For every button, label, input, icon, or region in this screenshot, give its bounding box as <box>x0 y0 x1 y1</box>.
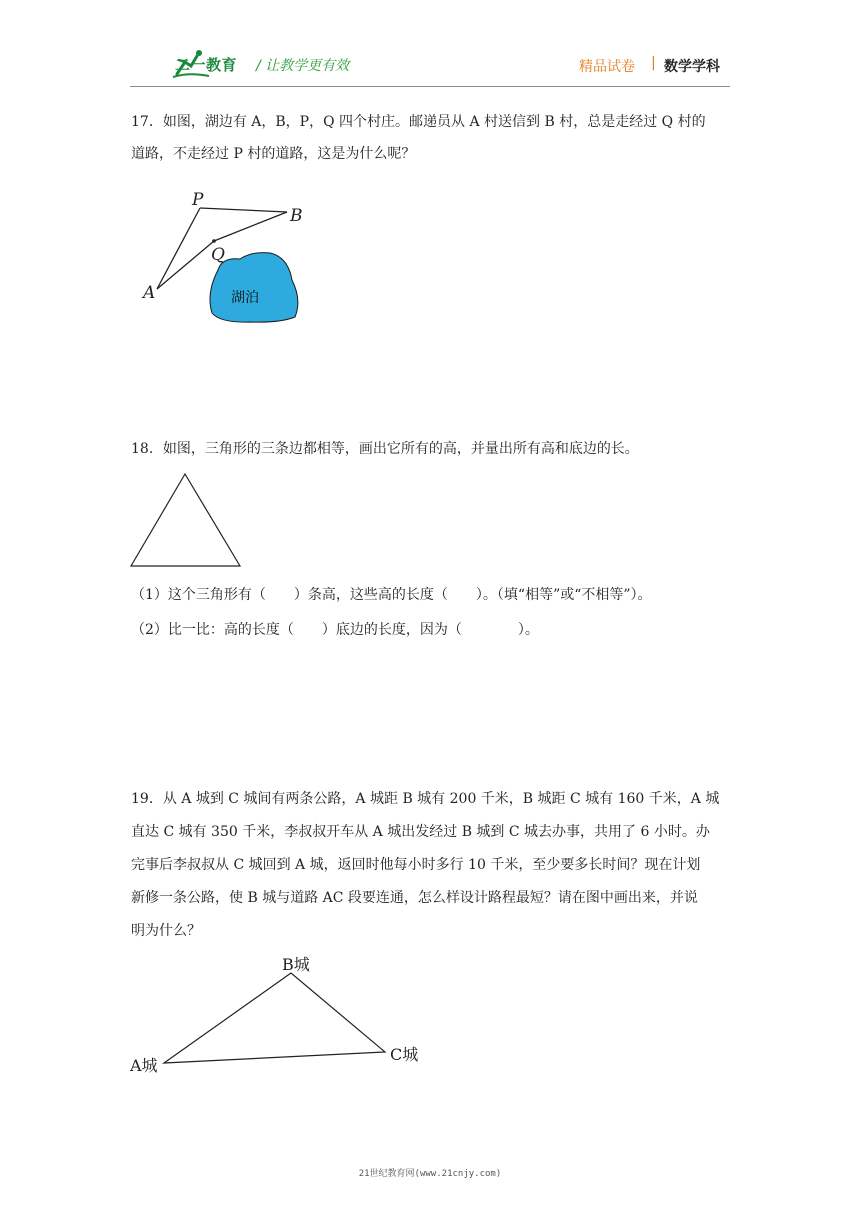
label-a-city: A城 <box>130 1056 158 1075</box>
q19-figure <box>128 950 428 1080</box>
path-a-to-p <box>157 208 200 289</box>
brand-name: 二一教育 <box>175 56 238 74</box>
q18-sub2: （2）比一比：高的长度（ ）底边的长度，因为（ ）。 <box>131 622 539 638</box>
path-p-to-b <box>200 208 287 212</box>
label-a: A <box>143 283 156 303</box>
q19-text-line3: 完事后李叔叔从 C 城回到 A 城，返回时他每小时多行 10 千米，至少要多长时间？现在计划 <box>131 857 701 873</box>
page-header <box>0 0 860 90</box>
path-q-to-b <box>214 212 287 241</box>
paper-tag: 精品试卷 <box>579 59 635 75</box>
subject-label: 数学学科 <box>664 59 720 75</box>
q17-text-line1: 17．如图，湖边有 A，B，P，Q 四个村庄。邮递员从 A 村送信到 B 村，总是走经过 Q 村的 <box>131 114 706 130</box>
path-a-to-q <box>157 241 214 289</box>
q19-text-line5: 明为什么？ <box>131 923 201 939</box>
q18-text: 18．如图，三角形的三条边都相等，画出它所有的高，并量出所有高和底边的长。 <box>131 441 639 457</box>
label-b-city: B城 <box>282 955 310 974</box>
q19-text-line1: 19．从 A 城到 C 城间有两条公路，A 城距 B 城有 200 千米，B 城距 C 城有 160 千米，A 城 <box>131 791 720 807</box>
lake-label: 湖泊 <box>231 290 259 306</box>
brand-slogan: / 让教学更有效 <box>256 58 350 74</box>
q19-text-line4: 新修一条公路，使 B 城与道路 AC 段要连通，怎么样设计路程最短？请在图中画出来，并说 <box>131 890 698 906</box>
header-rule <box>130 86 730 87</box>
q17-text-line2: 道路，不走经过 P 村的道路，这是为什么呢？ <box>131 146 416 162</box>
village-q-dot <box>212 239 216 243</box>
label-q: Q <box>211 245 225 265</box>
q18-sub1: （1）这个三角形有（ ）条高，这些高的长度（ ）。（填“相等”或“不相等”）。 <box>131 587 652 603</box>
header-separator: | <box>651 55 656 71</box>
equilateral-triangle-figure <box>128 470 244 570</box>
label-p: P <box>192 190 204 210</box>
label-b: B <box>290 206 303 226</box>
page-footer: 21世纪教育网(www.21cnjy.com) <box>358 1169 502 1179</box>
q17-figure <box>130 185 330 330</box>
label-c-city: C城 <box>390 1045 419 1064</box>
q19-text-line2: 直达 C 城有 350 千米，李叔叔开车从 A 城出发经过 B 城到 C 城去办事，共用了 6 小时。办 <box>131 824 710 840</box>
